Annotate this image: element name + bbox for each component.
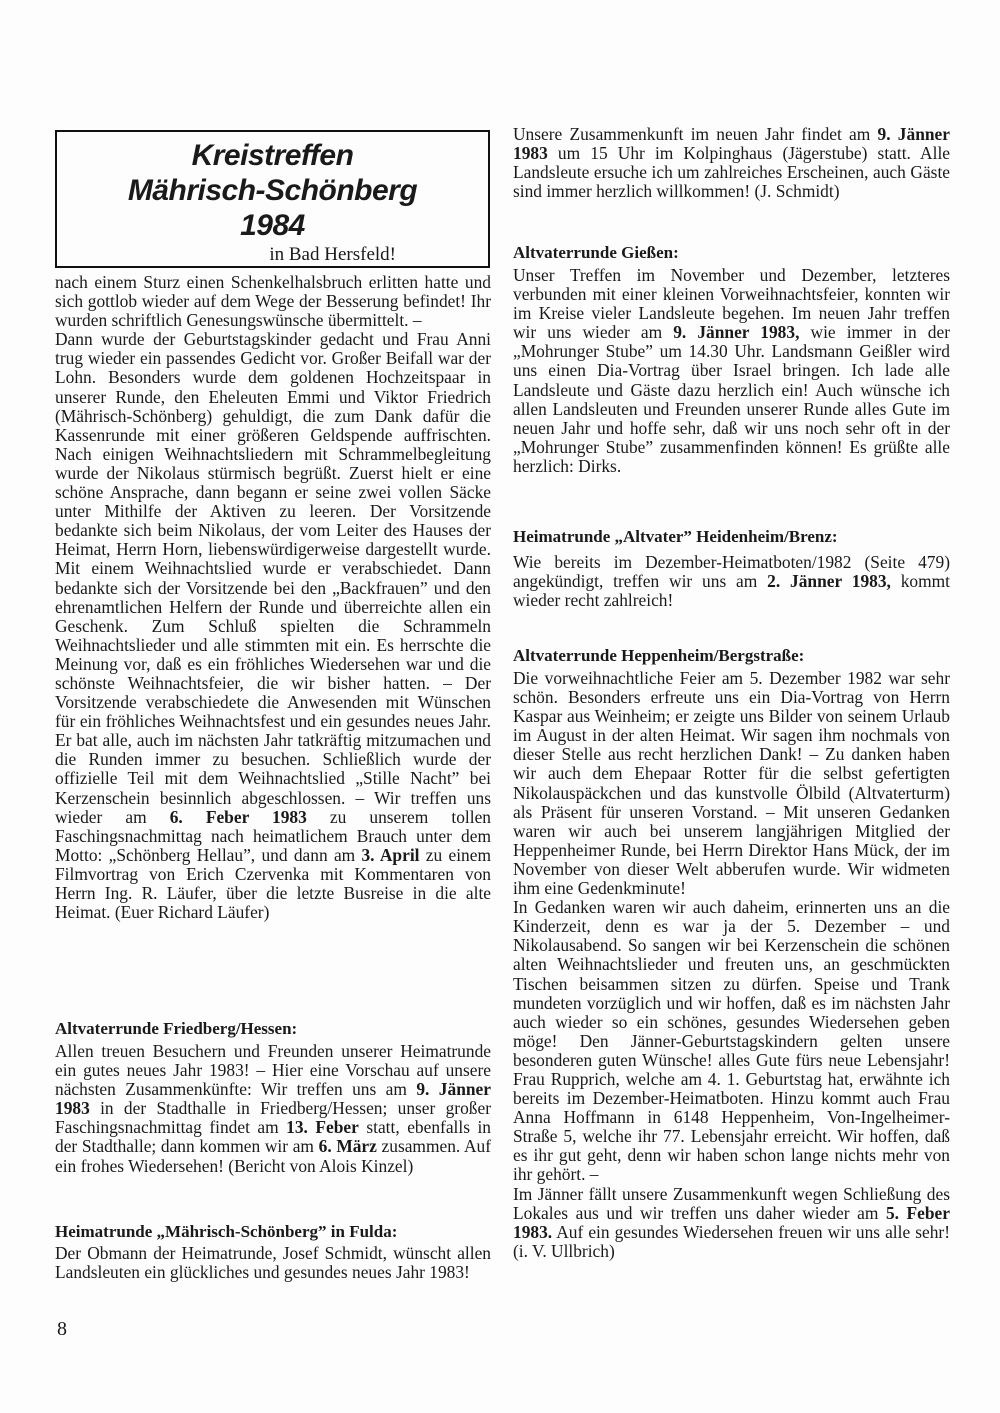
bold-text: 9. Jänner 1983, — [673, 322, 800, 343]
article-paragraph — [55, 1042, 491, 1176]
bold-text: 6. Feber 1983 — [169, 806, 307, 827]
headline-subtitle: in Bad Hersfeld! — [269, 244, 396, 265]
text-run: Im Jänner fällt unsere Zusammenkunft wegen Schließung des Lokales aus und wir treffen uns daher wieder am — [513, 1183, 950, 1223]
headline-line: 1984 — [240, 209, 305, 242]
section-heading: Altvaterrunde Friedberg/Hessen: — [55, 1019, 298, 1038]
section-heading: Altvaterrunde Heppenheim/Bergstraße: — [513, 646, 805, 665]
text-run: Dann wurde der Geburtstagskinder gedacht und Frau Anni trug wieder ein passendes Gedicht vor. Großer Beifall war der Lohn. Besonders wurde dem goldenen Hochzeitspaar in unserer Runde, den Eheleuten Emmi und Viktor Friedrich (Mährisch-Schönberg) gehuldigt, die zum Dank dafür die Kassenrunde mit einer größeren Geldspende auffrischten. Nach einigen Weihnachtsliedern mit Schrammelbegleitung wurde der Nikolaus stürmisch begrüßt. Zuerst hielt er eine schöne Ansprache, dann begann er seine zwei vollen Säcke unter Mithilfe der Aktiven zu leeren. Der Vorsitzende bedankte sich beim Nikolaus, der vom Leiter des Hauses der Heimat, Herrn Horn, liebenswürdigerweise dargestellt wurde. Mit einem Weihnachtslied wurde er verabschiedet. Dann bedankte sich der Vorsitzende bei den „Backfrauen” und den ehrenamtlichen Helfern der Runde und überreichte allen ein Geschenk. Zum Schluß spielten die Schrammeln Weihnachtslieder und alle stimmten mit ein. Es herrschte die Meinung vor, daß es ein fröhliches Wiedersehen war und die schönste Weihnachtsfeier, die wir bisher hatten. – Der Vorsitzende verabschiedete die Anwesenden mit Wünschen für ein fröhliches Weihnachtsfest und ein gesundes neues Jahr. Er bat alle, auch im nächsten Jahr tatkräftig mitzumachen und die Runden immer zu besuchen. Schließlich wurde der offizielle Teil mit dem Weihnachtslied „Stille Nacht” bei Kerzenschein besinnlich abgeschlossen. – Wir treffen uns wieder am — [55, 329, 491, 827]
text-run: zu einem Filmvortrag von Erich Czervenka mit Kommentaren von Herrn Ing. R. Läufer, über die letzte Busreise in die alte Heimat. (Euer Richard Läufer) — [55, 844, 491, 923]
text-run: zu unserem tollen Faschingsnachmittag nach heimatlichem Brauch unter dem Motto: „Schönberg Hellau”, und dann am — [55, 806, 491, 865]
article-paragraph — [513, 669, 950, 1261]
bold-text: 13. Feber — [286, 1117, 359, 1138]
article-paragraph — [513, 125, 950, 201]
section-heading: Heimatrunde „Altvater” Heidenheim/Brenz: — [513, 527, 838, 546]
text-run: zusammen. Auf ein frohes Wiedersehen! (Bericht von Alois Kinzel) — [55, 1136, 491, 1176]
text-run: Allen treuen Besuchern und Freunden unserer Heimatrunde ein gutes neues Jahr 1983! – Hier eine Vorschau auf unsere nächsten Zusammenkünfte: Wir treffen uns am — [55, 1041, 491, 1100]
bold-text: 2. Jänner 1983, — [767, 571, 891, 592]
bold-text: 9. Jänner 1983 — [55, 1079, 491, 1119]
text-run: Wie bereits im Dezember-Heimatboten/1982 (Seite 479) angekündigt, treffen wir uns am — [513, 552, 950, 592]
bold-text: 6. März — [318, 1136, 377, 1157]
article-paragraph — [55, 273, 491, 922]
headline — [57, 138, 488, 243]
bold-text: 9. Jänner 1983 — [513, 124, 950, 164]
text-run: Auf ein gesundes Wiedersehen freuen wir uns alle sehr! (i. V. Ullbrich) — [513, 1221, 950, 1261]
text-run: In Gedanken waren wir auch daheim, erinnerten uns an die Kinderzeit, denn es war ja der 5. Dezember – und Nikolausabend. So sangen wir bei Kerzenschein die schönen alten Weihnachtslieder und freuten uns, an geschmückten Tischen beisammen sitzen zu dürfen. Speise und Trank mundeten vorzüglich und wir hoffen, daß es im nächsten Jahr auch wieder so ein schönes, gesundes Wiedersehen geben möge! Den Jänner-Geburtstagskindern gelten unsere besonderen guten Wünsche! alles Gute fürs neue Lebensjahr! Frau Rupprich, welche am 4. 1. Geburtstag hat, erwähnte ich bereits im Dezember-Heimatboten. Hinzu kommt auch Frau Anna Hoffmann in 6148 Heppenheim, Von-Ingelheimer-Straße 5, welche ihr 77. Lebensjahr erreicht. Wir hoffen, daß es ihr gut geht, denn wir haben schon lange nichts mehr von ihr gehört. – — [513, 897, 950, 1185]
text-run: in der Stadthalle in Friedberg/Hessen; unser großer Faschingsnachmittag findet am — [55, 1098, 491, 1138]
text-run: nach einem Sturz einen Schenkelhalsbruch erlitten hatte und sich gottlob wieder auf dem Wege der Besserung befindet! Ihr wurden schriftlich Genesungswünsche übermittelt. – — [55, 272, 491, 331]
article-paragraph — [513, 266, 950, 476]
page-number: 8 — [57, 1318, 67, 1340]
text-run: Die vorweihnachtliche Feier am 5. Dezember 1982 war sehr schön. Besonders erfreute uns ein Dia-Vortrag von Herrn Kaspar aus Weinheim; er zeigte uns Bilder von seinem Urlaub im August in der alten Heimat. Wir sagen ihm nochmals von dieser Stelle aus recht herzlichen Dank! – Zu danken haben wir auch dem Ehepaar Rotter für die selbst gefertigten Nikolauspäckchen und das kunstvolle Ölbild (Altvaterturm) als Präsent für unseren Vorstand. – Mit unseren Gedanken waren wir auch bei unserem langjährigen Mitglied der Heppenheimer Runde, bei Herrn Direktor Hans Mück, der im November von dieser Welt abberufen wurde. Wir widmeten ihm eine Gedenkminute! — [513, 668, 950, 899]
headline-box — [55, 130, 490, 268]
text-run: Unsere Zusammenkunft im neuen Jahr findet am — [513, 124, 878, 144]
headline-line: Mährisch-Schönberg — [127, 174, 418, 207]
article-paragraph — [55, 1244, 491, 1282]
text-run: wie immer in der „Mohrunger Stube” um 14.30 Uhr. Landsmann Geißler wird uns einen Dia-Vortrag über Israel bringen. Ich lade alle Landsleute und Gäste dazu herzlich ein! Auch wünsche ich allen Landsleuten und Freunden unserer Runde alles Gute im neuen Jahr und hoffe sehr, daß wir uns noch sehr oft in der „Mohrunger Stube” zusammenfinden können! Es grüßte alle herzlich: Dirks. — [513, 322, 950, 476]
text-run: Der Obmann der Heimatrunde, Josef Schmidt, wünscht allen Landsleuten ein glückliches und gesundes neues Jahr 1983! — [55, 1243, 491, 1283]
text-run: statt, ebenfalls in der Stadthalle; dann kommen wir am — [55, 1117, 491, 1157]
text-run: kommt wieder recht zahlreich! — [513, 571, 950, 611]
article-paragraph — [513, 553, 950, 610]
text-run: um 15 Uhr im Kolpinghaus (Jägerstube) statt. Alle Landsleute ersuche ich um zahlreiches Erscheinen, auch Gäste sind immer herzlich willkommen! (J. Schmidt) — [513, 143, 950, 202]
headline-line: Kreistreffen — [191, 139, 354, 172]
section-heading: Altvaterrunde Gießen: — [513, 243, 679, 262]
bold-text: 3. April — [361, 844, 420, 865]
section-heading: Heimatrunde „Mährisch-Schönberg” in Fulda: — [55, 1222, 398, 1241]
bold-text: 5. Feber 1983. — [513, 1202, 950, 1242]
text-run: Unser Treffen im November und Dezember, letzteres verbunden mit einer kleinen Vorweihnachtsfeier, konnten wir im Kreise vieler Landsleute begehen. Im neuen Jahr treffen wir uns wieder am — [513, 265, 950, 343]
